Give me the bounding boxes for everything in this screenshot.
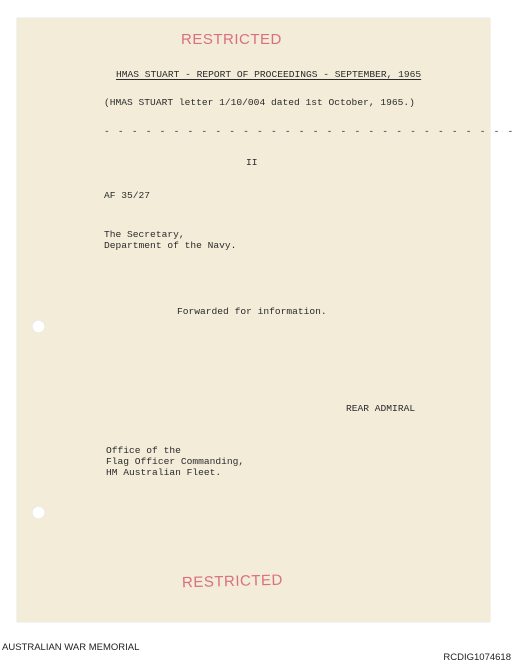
punch-hole-lower	[32, 506, 45, 519]
addressee-line-1: The Secretary,	[104, 229, 185, 240]
addressee-line-2: Department of the Navy.	[104, 240, 237, 251]
restricted-stamp-bottom: RESTRICTED	[181, 571, 284, 592]
restricted-stamp-top: RESTRICTED	[181, 31, 282, 48]
document-subtitle: (HMAS STUART letter 1/10/004 dated 1st October, 1965.)	[104, 97, 415, 108]
punch-hole-upper	[32, 320, 45, 333]
item-id-caption: RCDIG1074618	[443, 652, 511, 663]
file-reference: AF 35/27	[104, 190, 151, 201]
document-title: HMAS STUART - REPORT OF PROCEEDINGS - SEPTEMBER, 1965	[116, 69, 422, 80]
dashed-divider: - - - - - - - - - - - - - - - - - - - - - - - - - - - - - -	[104, 126, 514, 137]
body-text: Forwarded for information.	[177, 306, 327, 317]
signatory-rank: REAR ADMIRAL	[346, 403, 416, 414]
office-line-3: HM Australian Fleet.	[106, 467, 222, 478]
office-line-2: Flag Officer Commanding,	[106, 456, 245, 467]
office-line-1: Office of the	[106, 445, 181, 456]
institution-caption: AUSTRALIAN WAR MEMORIAL	[2, 642, 140, 653]
section-number: II	[246, 157, 258, 168]
